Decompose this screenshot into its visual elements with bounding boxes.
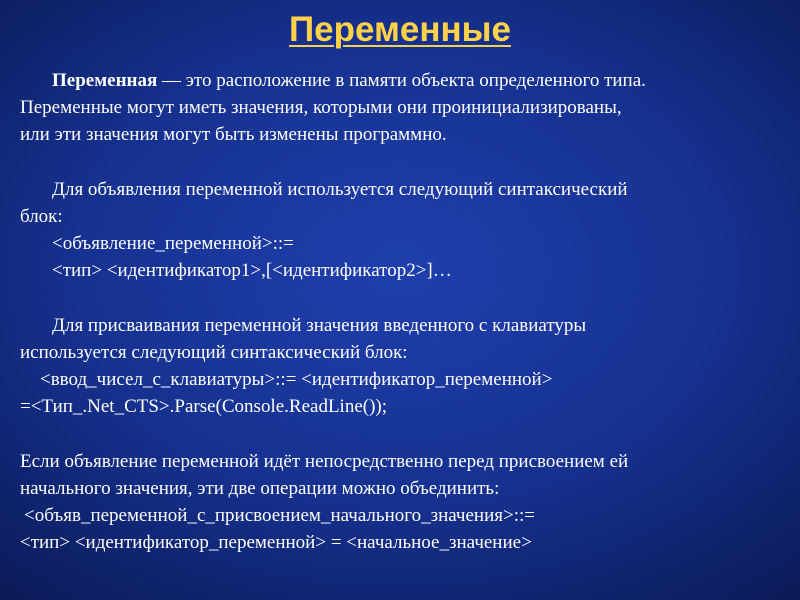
spacer bbox=[20, 148, 790, 176]
combine-syntax-line-1: <объяв_переменной_с_присвоением_начального_значения>::= bbox=[24, 505, 535, 526]
input-syntax-line-1: <ввод_чисел_с_клавиатуры>::= <идентификатор_переменной> bbox=[40, 369, 553, 390]
spacer bbox=[20, 420, 790, 448]
combine-syntax-line-2: <тип> <идентификатор_переменной> = <начальное_значение> bbox=[20, 532, 532, 553]
definition-line-1 bbox=[20, 67, 790, 94]
combine-intro-line-2: начального значения, эти две операции можно объединить: bbox=[20, 478, 500, 499]
definition-line-3: или эти значения могут быть изменены программно. bbox=[20, 124, 447, 145]
definition-line-2: Переменные могут иметь значения, которыми они проинициализированы, bbox=[20, 97, 622, 118]
spacer bbox=[20, 284, 790, 312]
slide-title: Переменные bbox=[289, 10, 511, 49]
term-variable: Переменная bbox=[52, 70, 158, 91]
definition-text: — это расположение в памяти объекта определенного типа. bbox=[157, 70, 646, 91]
slide-body bbox=[20, 67, 790, 556]
declaration-syntax-line-1: <объявление_переменной>::= bbox=[52, 233, 294, 254]
declaration-syntax-line-2: <тип> <идентификатор1>,[<идентификатор2>]… bbox=[52, 260, 452, 281]
declaration-intro-line-2: блок: bbox=[20, 206, 63, 227]
input-syntax-line-2: =<Тип_.Net_CTS>.Parse(Console.ReadLine()); bbox=[20, 396, 388, 417]
input-intro-line-1: Для присваивания переменной значения введенного с клавиатуры bbox=[52, 315, 587, 336]
combine-intro-line-1: Если объявление переменной идёт непосредственно перед присвоением ей bbox=[20, 451, 629, 472]
input-intro-line-2: используется следующий синтаксический блок: bbox=[20, 342, 408, 363]
declaration-intro-line-1: Для объявления переменной используется следующий синтаксический bbox=[52, 179, 628, 200]
